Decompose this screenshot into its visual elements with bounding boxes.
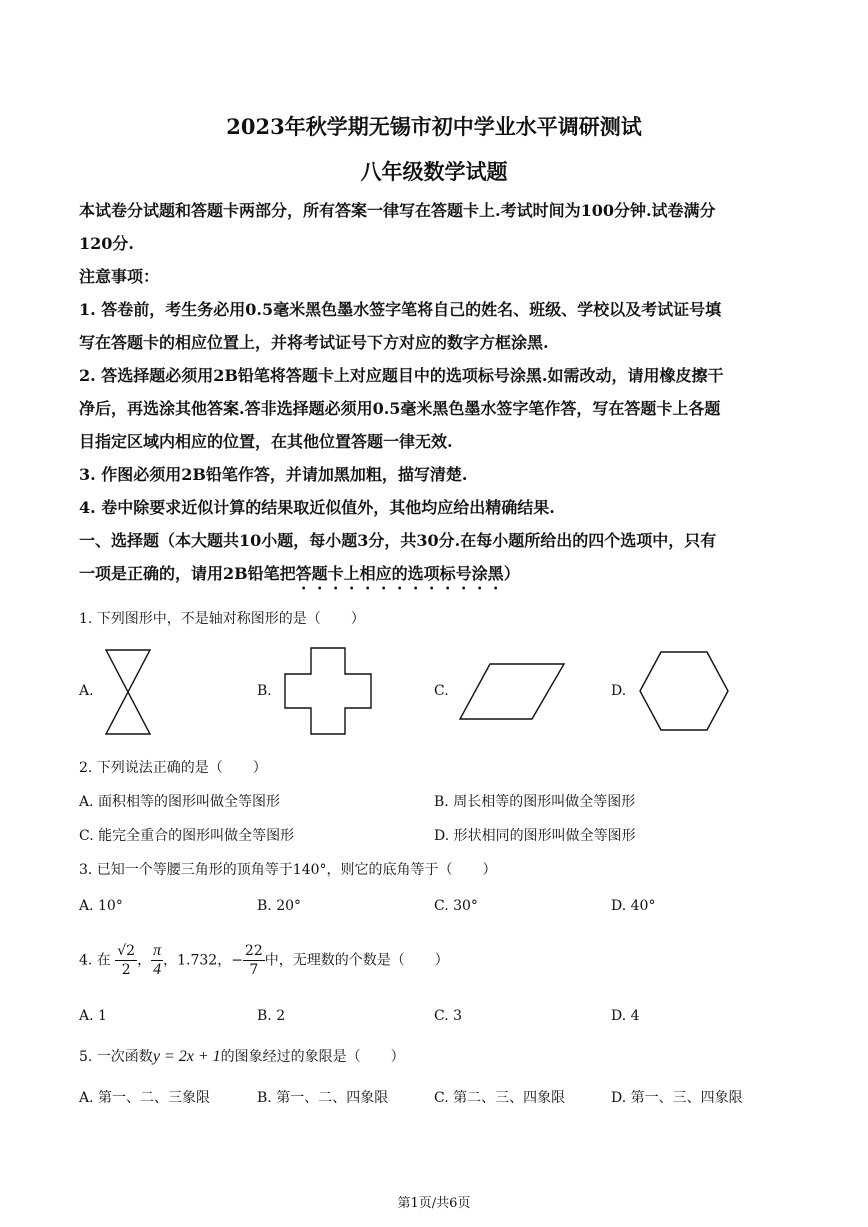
- q4-option-d: D. 4: [611, 1008, 640, 1024]
- q4-option-a: A. 1: [79, 1008, 107, 1024]
- question-4-stem: 4. 在 $\frac{√2}{2}$ ， $\frac{\pi}{4}$ ，1.732，− $\frac{22}{7}$ 中，无理数的个数是（ ）: [79, 942, 449, 978]
- q3-option-d: D. 40°: [611, 898, 656, 914]
- fraction-22-over-7: $\frac{22}{7}$: [244, 943, 263, 978]
- q1-option-a-label: A.: [79, 683, 94, 699]
- q1-option-c-label: C.: [434, 683, 449, 699]
- fraction-sqrt2-over-2: $\frac{√2}{2}$: [117, 943, 136, 978]
- note-2a: 2. 答选择题必须用2B铅笔将答题卡上对应题目中的选项标号涂黑.如需改动，请用橡皮擦干: [79, 366, 724, 385]
- hexagon-shape-icon: [638, 650, 730, 732]
- section-heading-b-emphasis: 答题卡上相应的选项标号涂黑: [295, 564, 504, 583]
- exam-subtitle: 八年级数学试题: [360, 159, 508, 184]
- page-number: 第1页/共6页: [397, 1196, 471, 1211]
- note-1b: 写在答题卡的相应位置上，并将考试证号下方对应的数字方框涂黑.: [79, 333, 549, 352]
- note-2b: 净后，再选涂其他答案.答非选择题必须用0.5毫米黑色墨水签字笔作答，写在答题卡上各题: [79, 399, 721, 418]
- q3-option-c: C. 30°: [434, 898, 478, 914]
- note-2c: 目指定区域内相应的位置，在其他位置答题一律无效.: [79, 432, 453, 451]
- intro-block: [79, 194, 791, 593]
- parallelogram-shape-icon: [458, 662, 566, 722]
- section-heading-b-post: ）: [503, 564, 520, 583]
- q3-option-a: A. 10°: [79, 898, 123, 914]
- section-heading-a: 一、选择题（本大题共10小题，每小题3分，共30分.在每小题所给出的四个选项中，只有: [79, 531, 717, 550]
- question-2-stem: 2. 下列说法正确的是（ ）: [79, 760, 267, 776]
- exam-title: 2023年秋学期无锡市初中学业水平调研测试: [226, 114, 642, 139]
- question-3-stem: 3. 已知一个等腰三角形的顶角等于140°，则它的底角等于（ ）: [79, 862, 497, 878]
- q2-option-b: B. 周长相等的图形叫做全等图形: [434, 794, 636, 810]
- q2-option-c: C. 能完全重合的图形叫做全等图形: [79, 828, 295, 844]
- q5-option-a: A. 第一、二、三象限: [79, 1090, 211, 1106]
- section-heading-b: [79, 557, 791, 593]
- question-5-stem: 5. 一次函数y = 2x + 1的图象经过的象限是（ ）: [79, 1048, 405, 1065]
- q5-option-c: C. 第二、三、四象限: [434, 1090, 566, 1106]
- q5-option-d: D. 第一、三、四象限: [611, 1090, 743, 1106]
- note-3: 3. 作图必须用2B铅笔作答，并请加黑加粗，描写清楚.: [79, 465, 468, 484]
- section-heading-b-pre: 一项是正确的，请用2B铅笔把: [79, 564, 296, 583]
- question-1-stem: 1. 下列图形中，不是轴对称图形的是（ ）: [79, 611, 365, 627]
- q1-option-d-label: D.: [611, 683, 627, 699]
- intro-line-2: 120分.: [79, 234, 134, 253]
- q3-option-b: B. 20°: [257, 898, 302, 914]
- notes-title: 注意事项：: [79, 267, 160, 286]
- q2-option-a: A. 面积相等的图形叫做全等图形: [79, 794, 281, 810]
- hourglass-shape-icon: [104, 648, 152, 736]
- q1-option-b-label: B.: [257, 683, 272, 699]
- fraction-pi-over-4: $\frac{\pi}{4}$: [153, 942, 162, 978]
- cross-shape-icon: [283, 646, 373, 736]
- linear-function-formula: y = 2x + 1: [152, 1048, 221, 1065]
- q5-option-b: B. 第一、二、四象限: [257, 1090, 389, 1106]
- note-1a: 1. 答卷前，考生务必用0.5毫米黑色墨水签字笔将自己的姓名、班级、学校以及考试证号填: [79, 300, 722, 319]
- q4-option-c: C. 3: [434, 1008, 463, 1024]
- intro-line-1: 本试卷分试题和答题卡两部分，所有答案一律写在答题卡上.考试时间为100分钟.试卷满分: [79, 201, 716, 220]
- q2-option-d: D. 形状相同的图形叫做全等图形: [434, 828, 636, 844]
- note-4: 4. 卷中除要求近似计算的结果取近似值外，其他均应给出精确结果.: [79, 498, 555, 517]
- q4-option-b: B. 2: [257, 1008, 286, 1024]
